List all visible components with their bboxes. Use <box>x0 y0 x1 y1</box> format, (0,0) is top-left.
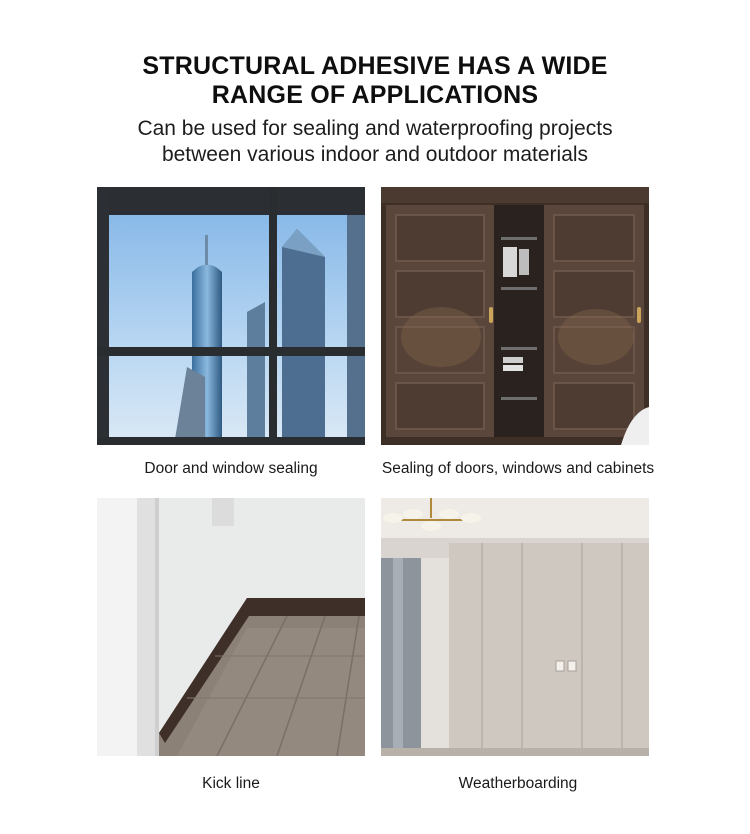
kick-line-image <box>97 498 365 756</box>
caption-cabinet-sealing: Sealing of doors, windows and cabinets <box>381 460 655 477</box>
page-title-line-1: STRUCTURAL ADHESIVE HAS A WIDE <box>142 52 608 80</box>
page-title <box>0 52 750 110</box>
door-window-sealing-image <box>97 187 365 445</box>
page-subtitle-line-2: between various indoor and outdoor materials <box>161 143 589 166</box>
weatherboarding-image <box>381 498 649 756</box>
caption-weatherboarding: Weatherboarding <box>458 775 578 792</box>
page-title-line-2: RANGE OF APPLICATIONS <box>211 81 539 109</box>
caption-kick-line: Kick line <box>202 775 260 792</box>
page-subtitle <box>0 116 750 168</box>
cabinet-sealing-image <box>381 187 649 445</box>
page-subtitle-line-1: Can be used for sealing and waterproofing projects <box>137 117 613 140</box>
caption-door-window-sealing: Door and window sealing <box>144 460 318 477</box>
